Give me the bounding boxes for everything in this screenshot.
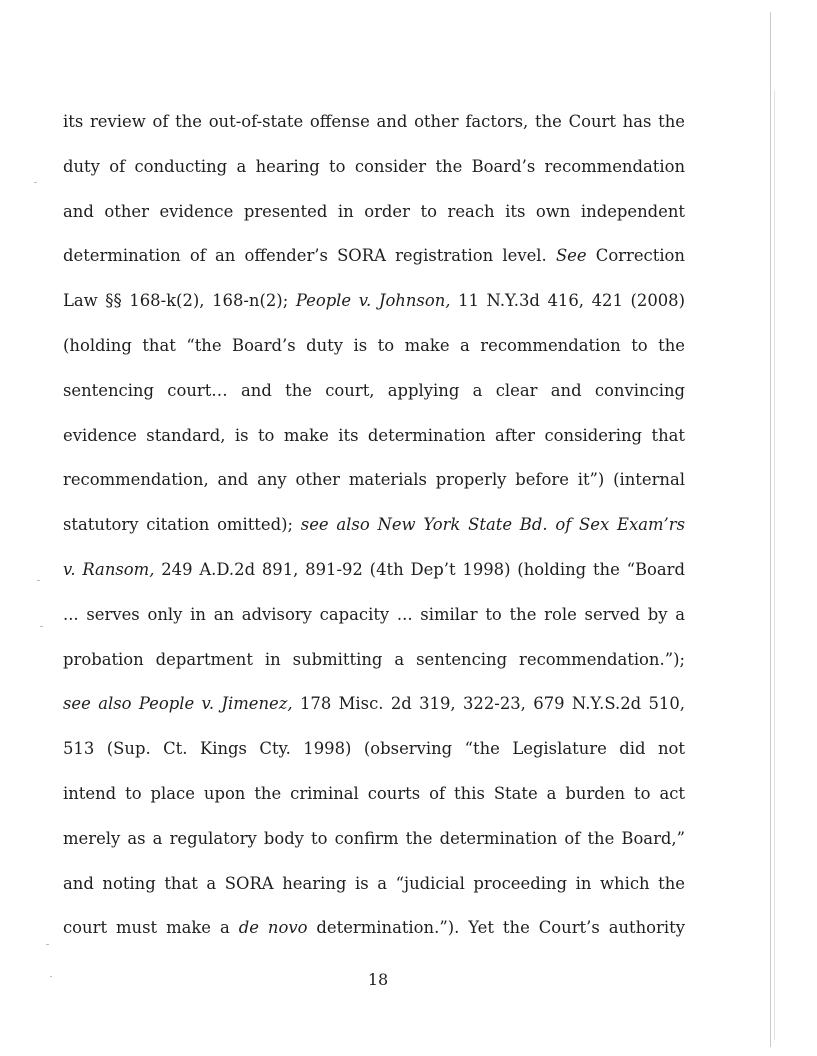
scan-edge-line: [770, 12, 771, 1047]
text-run: its review of the out-of-state offense and other factors, the Court has the: [63, 112, 685, 131]
text-line: [63, 548, 685, 593]
text-run: recommendation, and any other materials properly before it”) (internal: [63, 470, 685, 490]
italic-citation: de novo: [238, 918, 308, 938]
text-line: [63, 772, 685, 817]
text-run: duty of conducting a hearing to consider the Board’s recommendation: [63, 156, 685, 176]
text-line: [63, 638, 685, 683]
text-run: statutory citation omitted);: [63, 515, 301, 535]
text-run: 11 N.Y.3d 416, 421 (2008): [450, 291, 685, 311]
italic-citation: v. Ransom,: [63, 559, 155, 579]
text-run: and noting that a SORA hearing is a “judicial proceeding in which the: [63, 873, 685, 893]
text-run: determination of an offender’s SORA registration level.: [63, 246, 556, 266]
text-line: [63, 145, 685, 190]
italic-citation: People v. Johnson,: [295, 291, 451, 311]
text-line: [63, 593, 685, 638]
text-run: merely as a regulatory body to confirm the determination of the Board,”: [63, 828, 685, 848]
text-run: intend to place upon the criminal courts of this State a burden to act: [63, 783, 685, 803]
italic-citation: See: [555, 246, 587, 266]
body-paragraph: [63, 100, 685, 951]
scan-speck: [37, 580, 40, 581]
text-line: [63, 414, 685, 459]
text-line: [63, 503, 685, 548]
text-line: [63, 906, 685, 951]
page-number: 18: [367, 970, 389, 989]
text-line: [63, 458, 685, 503]
italic-citation: see also People v. Jimenez,: [63, 694, 293, 714]
text-line: [63, 369, 685, 414]
text-line: [63, 727, 685, 772]
text-run: 178 Misc. 2d 319, 322-23, 679 N.Y.S.2d 510,: [292, 694, 685, 714]
text-run: and other evidence presented in order to reach its own independent: [63, 201, 685, 221]
italic-citation: see also New York State Bd. of Sex Exam’rs: [300, 515, 685, 535]
text-line: [63, 862, 685, 907]
text-line: [63, 234, 685, 279]
scan-edge-shadow: [774, 90, 775, 1040]
scan-speck: [34, 182, 37, 183]
scan-speck: [46, 944, 49, 945]
text-run: ... serves only in an advisory capacity ... similar to the role served by a: [63, 604, 685, 624]
text-line: [63, 324, 685, 369]
text-run: court must make a: [63, 918, 239, 938]
text-line: [63, 279, 685, 324]
text-run: Correction: [586, 246, 685, 266]
text-run: sentencing court… and the court, applying a clear and convincing: [63, 380, 685, 400]
text-run: determination.”). Yet the Court’s authority: [307, 918, 685, 938]
scan-speck: [50, 976, 52, 977]
text-run: (holding that “the Board’s duty is to make a recommendation to the: [63, 335, 685, 355]
text-line: [63, 817, 685, 862]
text-run: evidence standard, is to make its determination after considering that: [63, 425, 685, 445]
text-run: probation department in submitting a sentencing recommendation.”);: [63, 649, 685, 669]
text-run: Law §§ 168-k(2), 168-n(2);: [63, 291, 296, 311]
text-run: 249 A.D.2d 891, 891-92 (4th Dep’t 1998) (holding the “Board: [154, 559, 686, 579]
text-line: [63, 682, 685, 727]
text-run: 513 (Sup. Ct. Kings Cty. 1998) (observing “the Legislature did not: [63, 739, 685, 759]
scan-speck: [40, 626, 43, 627]
text-line: [63, 190, 685, 235]
text-line: [63, 100, 685, 145]
